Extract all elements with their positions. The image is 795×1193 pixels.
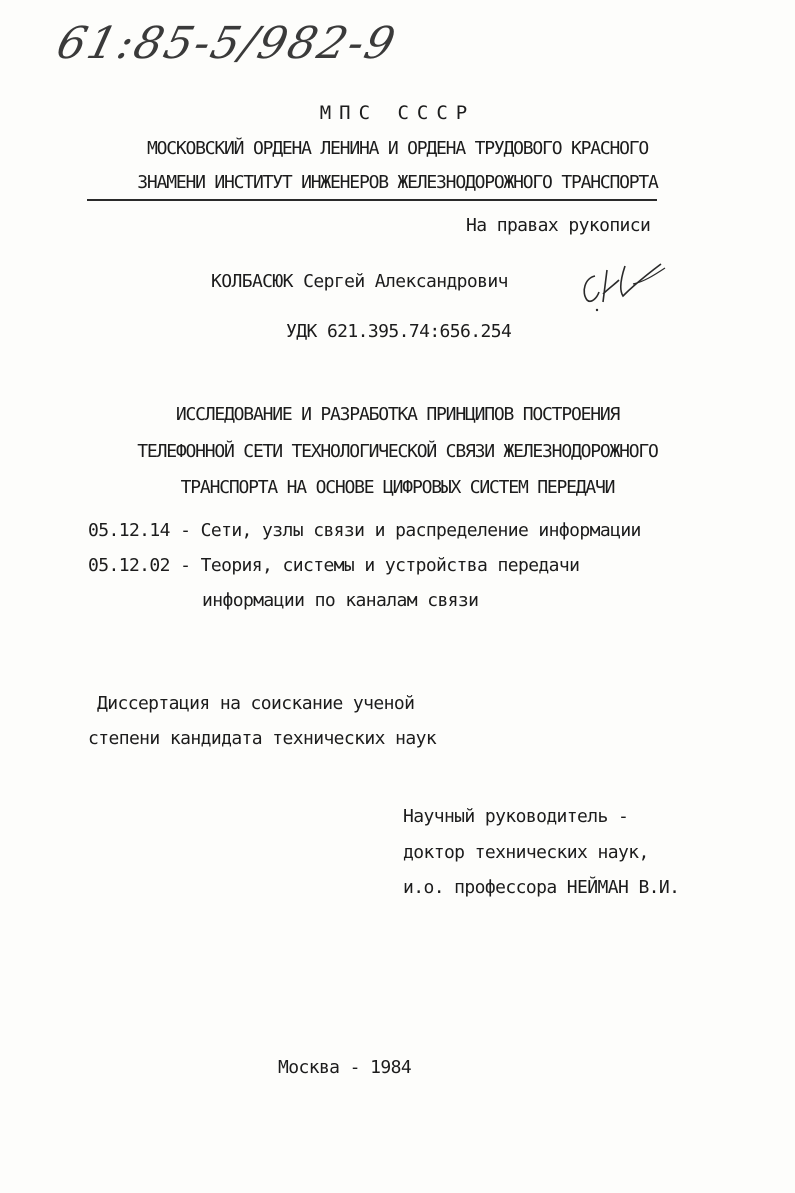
supervisor-line-1: Научный руководитель - [403,806,629,827]
ministry-heading: МПС СССР [319,102,476,124]
archive-number-handwritten: 61:85-5/982-9 [51,18,402,69]
title-line-1: ИССЛЕДОВАНИЕ И РАЗРАБОТКА ПРИНЦИПОВ ПОСТРОЕНИЯ [175,404,620,425]
institute-line-1: МОСКОВСКИЙ ОРДЕНА ЛЕНИНА И ОРДЕНА ТРУДОВОГО КРАСНОГО [146,138,649,159]
supervisor-line-2: доктор технических наук, [403,842,649,863]
city-year: Москва - 1984 [278,1057,412,1078]
manuscript-note: На правах рукописи [466,215,651,236]
title-line-2: ТЕЛЕФОННОЙ СЕТИ ТЕХНОЛОГИЧЕСКОЙ СВЯЗИ ЖЕЛЕЗНОДОРОЖНОГО [137,441,658,462]
specialty-2-line-2: информации по каналам связи [202,590,479,611]
author-name: КОЛБАСЮК Сергей Александрович [211,271,508,292]
header-divider [87,199,657,201]
dissertation-line-1: Диссертация на соискание ученой [97,693,415,714]
author-signature [573,254,673,314]
institute-line-2: ЗНАМЕНИ ИНСТИТУТ ИНЖЕНЕРОВ ЖЕЛЕЗНОДОРОЖНОГО ТРАНСПОРТА [137,172,658,193]
dissertation-line-2: степени кандидата технических наук [88,728,437,749]
udc-code: УДК 621.395.74:656.254 [286,321,512,342]
supervisor-line-3: и.о. профессора НЕЙМАН В.И. [403,877,680,898]
specialty-1: 05.12.14 - Сети, узлы связи и распределение информации [88,520,641,541]
title-line-3: ТРАНСПОРТА НА ОСНОВЕ ЦИФРОВЫХ СИСТЕМ ПЕРЕДАЧИ [180,477,615,498]
specialty-2-line-1: 05.12.02 - Теория, системы и устройства передачи [88,555,580,576]
